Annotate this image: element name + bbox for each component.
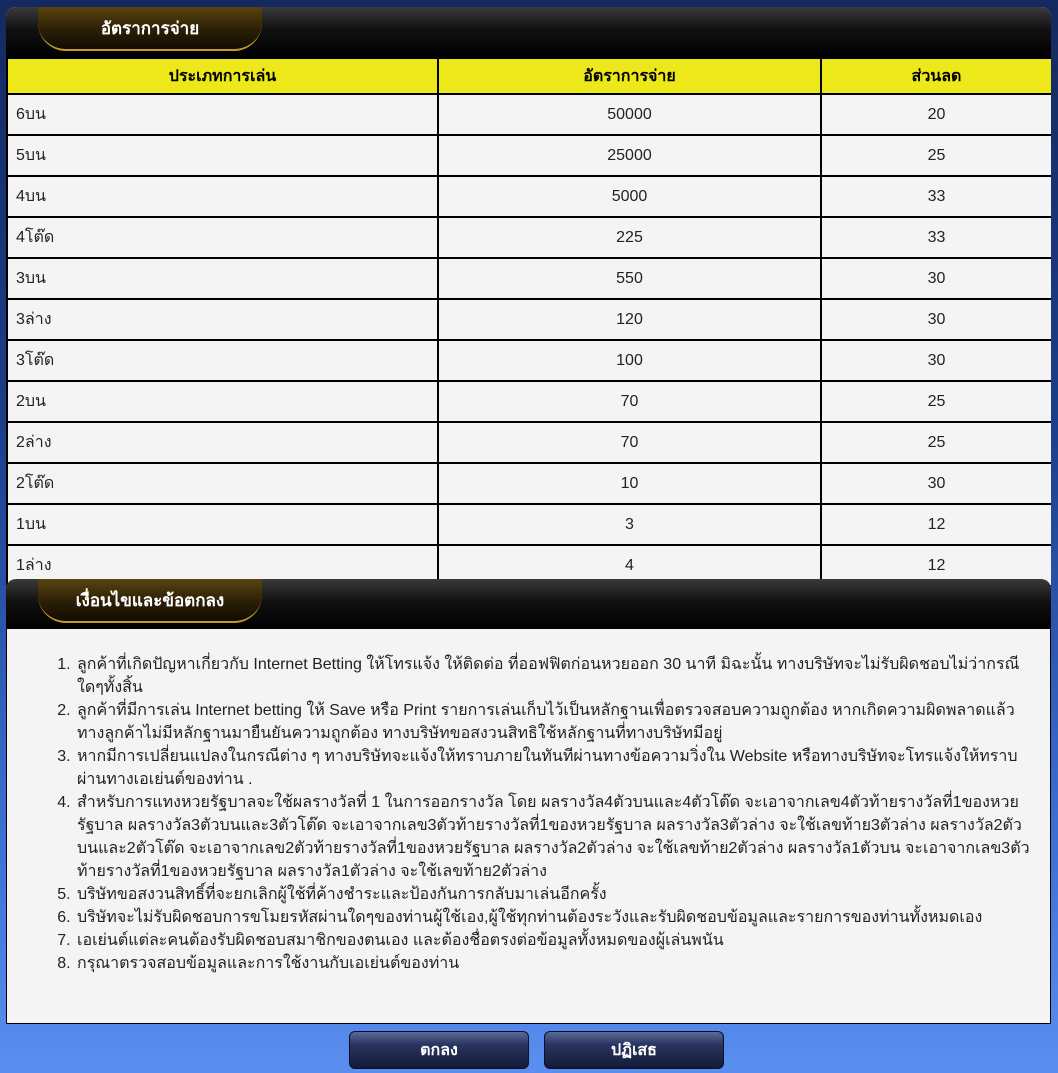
rate-value-cell: 70: [438, 422, 821, 463]
discount-value-cell: 25: [821, 135, 1051, 176]
rate-type-cell: 3ล่าง: [7, 299, 438, 340]
rate-type-cell: 2โต๊ด: [7, 463, 438, 504]
terms-item: 7. เอเย่นต์แต่ละคนต้องรับผิดชอบสมาชิกของตนเอง และต้องชื่อตรงต่อข้อมูลทั้งหมดของผู้เล่นพนัน: [75, 929, 1030, 952]
rate-row: [7, 340, 1051, 381]
rate-value-cell: 225: [438, 217, 821, 258]
rate-type-cell: 1บน: [7, 504, 438, 545]
terms-item: 5. บริษัทขอสงวนสิทธิ์ที่จะยกเลิกผู้ใช้ที่ค้างชำระและป้องกันการกลับมาเล่นอีกครั้ง: [75, 883, 1030, 906]
rate-type-cell: 3โต๊ด: [7, 340, 438, 381]
rate-type-cell: 3บน: [7, 258, 438, 299]
terms-item: 2. ลูกค้าที่มีการเล่น Internet betting ให้ Save หรือ Print รายการเล่นเก็บไว้เป็นหลักฐานเพื่อตรวจสอบความถูกต้อง หากเกิดความผิดพลาดแล้วทางลูกค้าไม่มีหลักฐานมายืนยันความถูกต้อง ทางบริษัทขอสงวนสิทธิใช้หลักฐานที่ทางบริษัทมีอยู่: [75, 699, 1030, 745]
column-header-rate: อัตราการจ่าย: [438, 58, 821, 94]
rate-value-cell: 3: [438, 504, 821, 545]
rate-row: [7, 135, 1051, 176]
terms-panel-title: เงื่อนไขและข้อตกลง: [38, 579, 262, 623]
terms-item: 6. บริษัทจะไม่รับผิดชอบการขโมยรหัสผ่านใดๆของท่านผู้ใช้เอง,ผู้ใช้ทุกท่านต้องระวังและรับผิดชอบข้อมูลและรายการของท่านทั้งหมดเอง: [75, 906, 1030, 929]
rate-type-cell: 2บน: [7, 381, 438, 422]
discount-value-cell: 30: [821, 299, 1051, 340]
rate-type-cell: 4โต๊ด: [7, 217, 438, 258]
terms-panel-header: [6, 579, 1051, 629]
rate-row: [7, 504, 1051, 545]
rate-value-cell: 4: [438, 545, 821, 586]
rate-row: [7, 176, 1051, 217]
rate-value-cell: 100: [438, 340, 821, 381]
rate-value-cell: 25000: [438, 135, 821, 176]
rate-row: [7, 381, 1051, 422]
discount-value-cell: 20: [821, 94, 1051, 135]
rates-table: [6, 57, 1051, 587]
rate-row: [7, 94, 1051, 135]
discount-value-cell: 33: [821, 217, 1051, 258]
decline-button[interactable]: ปฏิเสธ: [544, 1031, 724, 1069]
rate-value-cell: 10: [438, 463, 821, 504]
column-header-discount: ส่วนลด: [821, 58, 1051, 94]
rate-row: [7, 258, 1051, 299]
terms-list: [27, 653, 1030, 975]
rate-row: [7, 299, 1051, 340]
terms-content: [6, 629, 1051, 1024]
accept-button[interactable]: ตกลง: [349, 1031, 529, 1069]
discount-value-cell: 30: [821, 340, 1051, 381]
rates-table-header-row: [7, 58, 1051, 94]
rates-panel: [6, 7, 1051, 587]
rate-type-cell: 6บน: [7, 94, 438, 135]
rate-type-cell: 2ล่าง: [7, 422, 438, 463]
rate-value-cell: 5000: [438, 176, 821, 217]
rate-value-cell: 70: [438, 381, 821, 422]
rate-row: [7, 217, 1051, 258]
discount-value-cell: 33: [821, 176, 1051, 217]
discount-value-cell: 12: [821, 504, 1051, 545]
rate-value-cell: 550: [438, 258, 821, 299]
rate-row: [7, 463, 1051, 504]
discount-value-cell: 25: [821, 381, 1051, 422]
column-header-type: ประเภทการเล่น: [7, 58, 438, 94]
terms-item: 8. กรุณาตรวจสอบข้อมูลและการใช้งานกับเอเย่นต์ของท่าน: [75, 952, 1030, 975]
discount-value-cell: 30: [821, 258, 1051, 299]
discount-value-cell: 30: [821, 463, 1051, 504]
terms-item: 3. หากมีการเปลี่ยนแปลงในกรณีต่าง ๆ ทางบริษัทจะแจ้งให้ทราบภายในทันทีผ่านทางข้อความวิ่งใน Website หรือทางบริษัทจะโทรแจ้งให้ทราบผ่านทางเอเย่นต์ของท่าน .: [75, 745, 1030, 791]
terms-item: 4. สำหรับการแทงหวยรัฐบาลจะใช้ผลรางวัลที่ 1 ในการออกรางวัล โดย ผลรางวัล4ตัวบนและ4ตัวโต๊ด จะเอาจากเลข4ตัวท้ายรางวัลที่1ของหวยรัฐบาล ผลรางวัล3ตัวบนและ3ตัวโต๊ด จะเอาจากเลข3ตัวท้ายรางวัลที่1ของหวยรัฐบาล ผลรางวัล3ตัวล่าง จะใช้เลขท้าย3ตัวล่าง ผลรางวัล2ตัวบนและ2ตัวโต๊ด จะเอาจากเลข2ตัวท้ายรางวัลที่1ของหวยรัฐบาล ผลรางวัล2ตัวล่าง จะใช้เลขท้าย2ตัวล่าง ผลรางวัล1ตัวบน จะเอาจากเลข3ตัวท้ายรางวัลที่1ของหวยรัฐบาล ผลรางวัล1ตัวล่าง จะใช้เลขท้าย2ตัวล่าง: [75, 791, 1030, 883]
rates-panel-title: อัตราการจ่าย: [38, 7, 262, 51]
terms-panel: [6, 579, 1051, 1024]
rate-value-cell: 120: [438, 299, 821, 340]
rate-value-cell: 50000: [438, 94, 821, 135]
discount-value-cell: 12: [821, 545, 1051, 586]
rate-row: [7, 422, 1051, 463]
rates-panel-header: [6, 7, 1051, 57]
rate-type-cell: 1ล่าง: [7, 545, 438, 586]
rate-type-cell: 4บน: [7, 176, 438, 217]
rate-type-cell: 5บน: [7, 135, 438, 176]
discount-value-cell: 25: [821, 422, 1051, 463]
terms-item: 1. ลูกค้าที่เกิดปัญหาเกี่ยวกับ Internet Betting ให้โทรแจ้ง ให้ติดต่อ ที่ออฟฟิตก่อนหวยออก 30 นาที มิฉะนั้น ทางบริษัทจะไม่รับผิดชอบไม่ว่ากรณีใดๆทั้งสิ้น: [75, 653, 1030, 699]
